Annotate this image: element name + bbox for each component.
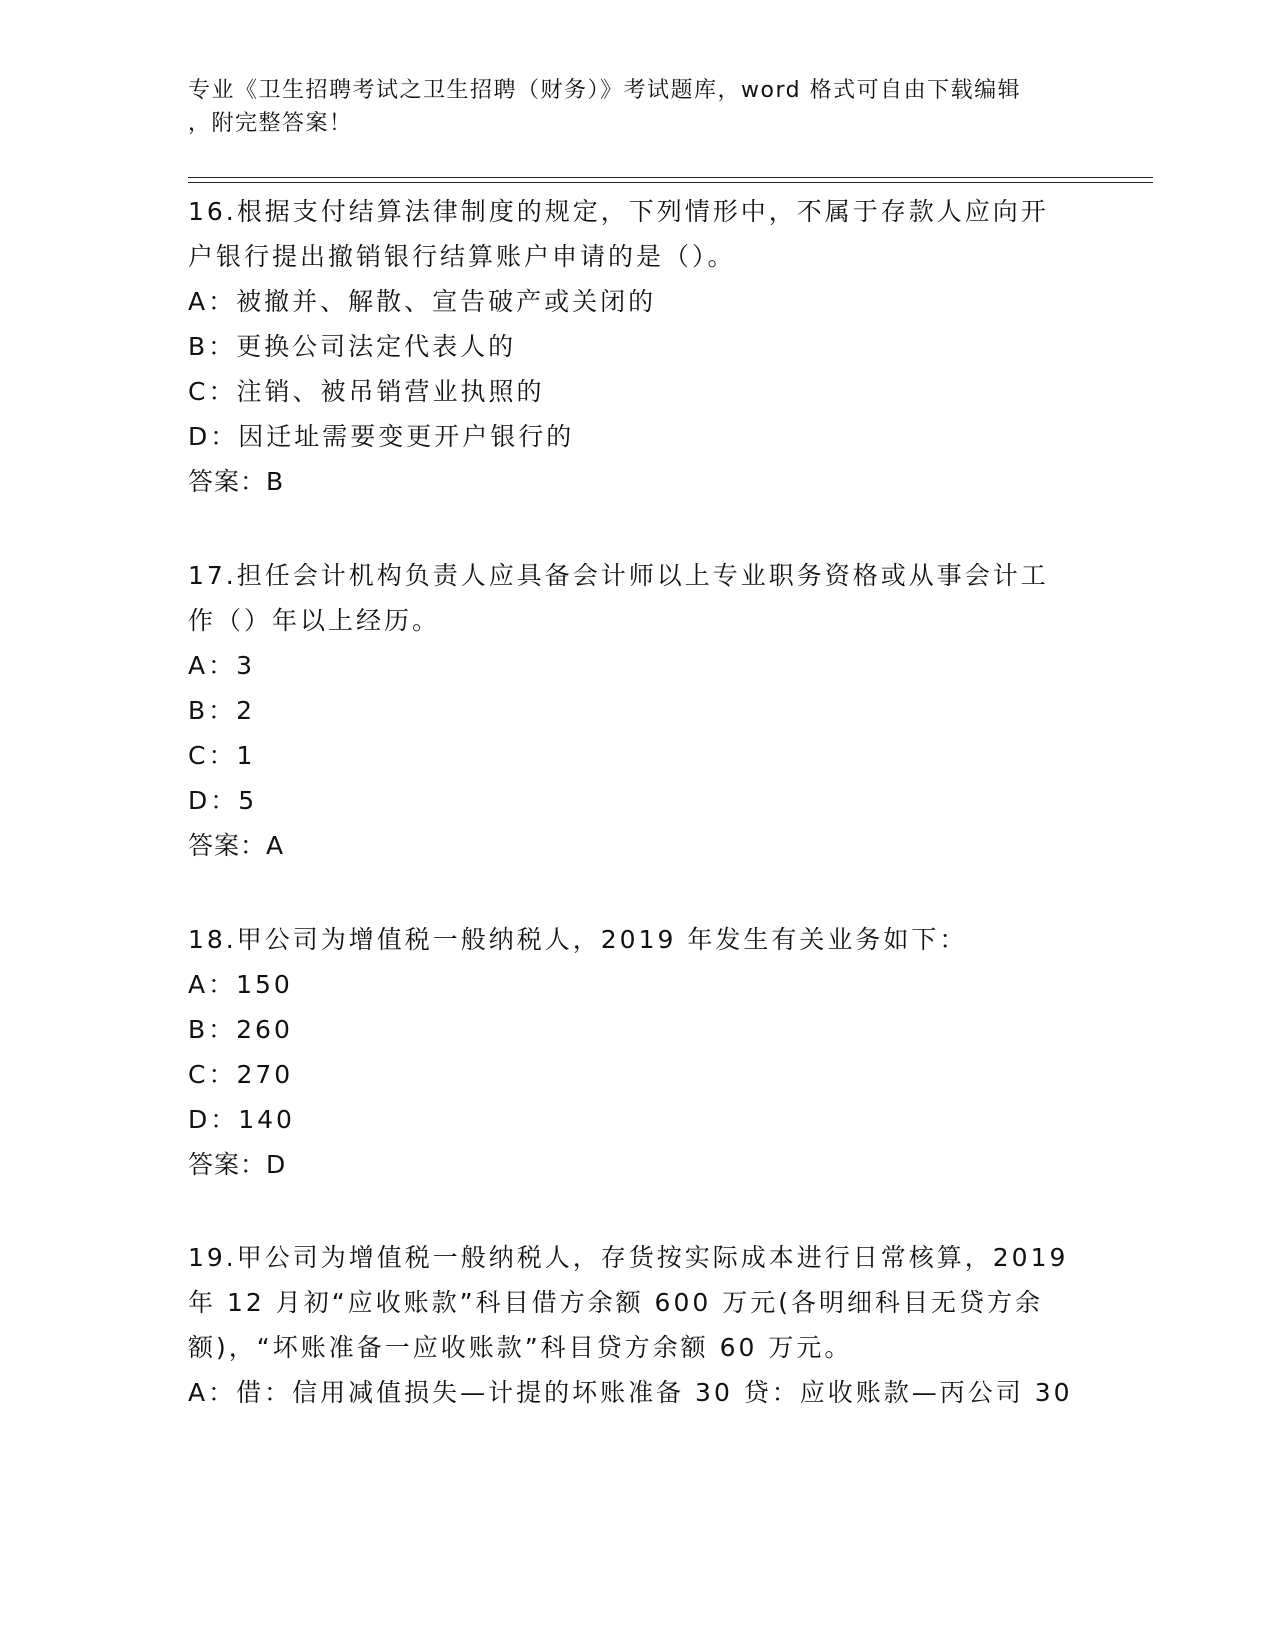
option-a: A：借：信用减值损失—计提的坏账准备 30 贷：应收账款—丙公司 30 — [188, 1378, 1073, 1407]
question-stem-line: 户银行提出撤销银行结算账户申请的是（）。 — [188, 242, 736, 271]
option-a: A：被撤并、解散、宣告破产或关闭的 — [188, 287, 657, 316]
option-c: C：270 — [188, 1060, 294, 1089]
option-b: B：2 — [188, 696, 256, 725]
header-line-1: 专业《卫生招聘考试之卫生招聘（财务）》考试题库，word 格式可自由下载编辑 — [188, 78, 1022, 103]
option-b: B：更换公司法定代表人的 — [188, 332, 517, 361]
option-d: D：5 — [188, 786, 258, 815]
question-stem-line: 17.担任会计机构负责人应具备会计师以上专业职务资格或从事会计工 — [188, 561, 1049, 590]
question-stem-line: 作（）年以上经历。 — [188, 606, 441, 635]
header-divider-bottom — [188, 182, 1153, 183]
question-stem-line: 额)，“坏账准备一应收账款”科目贷方余额 60 万元。 — [188, 1333, 853, 1362]
header-line-2: ，附完整答案！ — [188, 111, 353, 136]
question-18 — [188, 917, 1088, 1187]
question-stem-line: 年 12 月初“应收账款”科目借方余额 600 万元(各明细科目无贷方余 — [188, 1288, 1043, 1317]
option-d: D：140 — [188, 1105, 295, 1134]
answer: 答案：A — [188, 831, 285, 860]
question-stem-line: 19.甲公司为增值税一般纳税人，存货按实际成本进行日常核算，2019 — [188, 1243, 1069, 1272]
option-a: A：150 — [188, 970, 293, 999]
question-19 — [188, 1235, 1088, 1415]
header-divider-top — [188, 177, 1153, 178]
question-17 — [188, 553, 1088, 868]
option-c: C：1 — [188, 741, 256, 770]
option-d: D：因迁址需要变更开户银行的 — [188, 422, 575, 451]
answer: 答案：D — [188, 1150, 287, 1179]
option-a: A：3 — [188, 651, 256, 680]
answer: 答案：B — [188, 467, 285, 496]
question-16 — [188, 189, 1088, 504]
question-stem-line: 18.甲公司为增值税一般纳税人，2019 年发生有关业务如下： — [188, 925, 968, 954]
document-header — [188, 74, 1068, 140]
option-b: B：260 — [188, 1015, 293, 1044]
question-stem-line: 16.根据支付结算法律制度的规定，下列情形中，不属于存款人应向开 — [188, 197, 1049, 226]
option-c: C：注销、被吊销营业执照的 — [188, 377, 545, 406]
